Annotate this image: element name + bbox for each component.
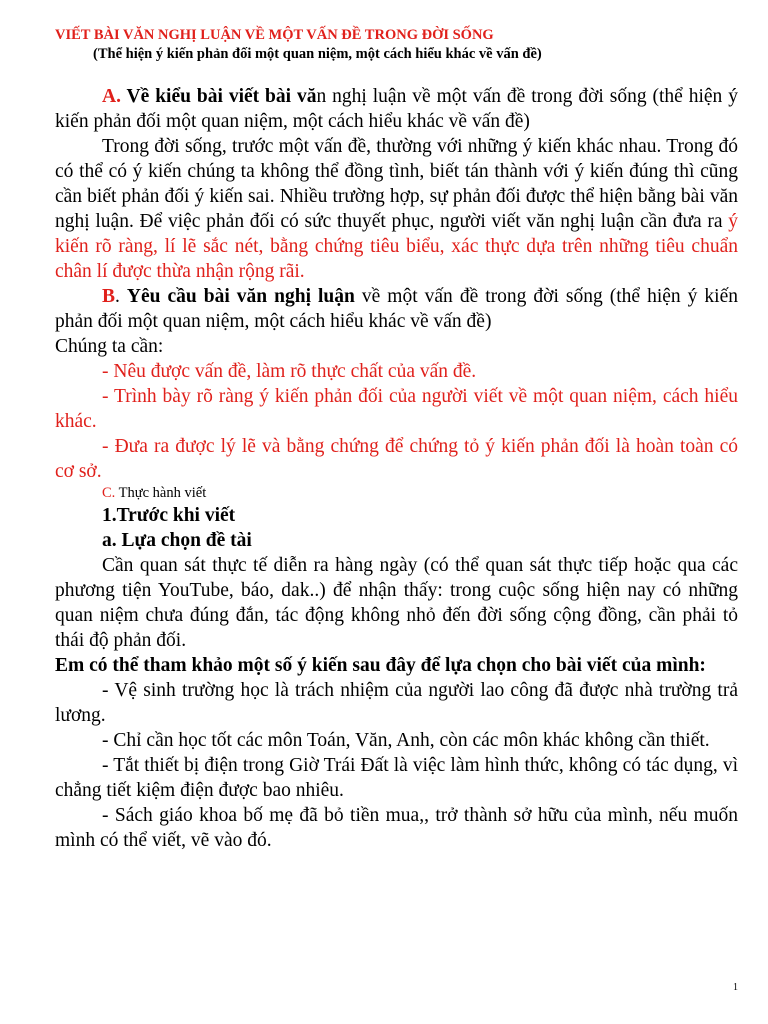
section-b-marker: B bbox=[102, 286, 116, 307]
document-title: VIẾT BÀI VĂN NGHỊ LUẬN VỀ MỘT VẤN ĐỀ TRONG ĐỜI SỐNG bbox=[55, 27, 494, 43]
section-b-intro: Chúng ta cần: bbox=[55, 336, 164, 357]
document-subtitle: (Thể hiện ý kiến phản đối một quan niệm, một cách hiểu khác về vấn đề) bbox=[93, 46, 542, 62]
section-a-para-red: ý kiến rõ ràng, lí lẽ sắc nét, bằng chứng tiêu biểu, xác thực dựa trên những tiêu chuẩn chân lí được thừa nhận rộng rãi. bbox=[55, 211, 738, 282]
requirement-item: - Nêu được vấn đề, làm rõ thực chất của vấn đề. bbox=[102, 361, 477, 382]
section-c-label: Thực hành viết bbox=[115, 485, 207, 501]
section-b-dot: . bbox=[115, 286, 127, 307]
opinion-item: - Tắt thiết bị điện trong Giờ Trái Đất là việc làm hình thức, không có tác dụng, vì chẳng tiết kiệm điện được bao nhiêu. bbox=[55, 755, 738, 801]
opinion-item: - Chỉ cần học tốt các môn Toán, Văn, Anh, còn các môn khác không cần thiết. bbox=[102, 730, 710, 751]
section-c-marker: C. bbox=[102, 485, 116, 501]
step-1a-heading: a. Lựa chọn đề tài bbox=[102, 530, 252, 551]
section-c-heading bbox=[55, 484, 738, 503]
requirement-item: - Đưa ra được lý lẽ và bằng chứng để chứng tỏ ý kiến phản đối là hoàn toàn có cơ sở. bbox=[55, 436, 738, 482]
opinion-item: - Sách giáo khoa bố mẹ đã bỏ tiền mua,, trở thành sở hữu của mình, nếu muốn mình có thể viết, vẽ vào đó. bbox=[55, 805, 738, 851]
section-a-paragraph bbox=[55, 134, 738, 284]
section-a-rest: n nghị luận về một vấn đề trong đời sống (thể hiện ý kiến phản đối một quan niệm, một cách hiểu khác về vấn đề) bbox=[55, 86, 738, 132]
document-page bbox=[55, 26, 738, 853]
section-a-para-black: Trong đời sống, trước một vấn đề, thường với những ý kiến khác nhau. Trong đó có thể có ý kiến chúng ta không thể đồng tình, biết tán thành với ý kiến đúng thì cũng cần biết phản đối ý kiến sai. Nhiều trường hợp, sự phản đối được thể hiện bằng bài văn nghị luận. Để việc phản đối có sức thuyết phục, người viết văn nghị luận cần đưa ra bbox=[55, 136, 738, 232]
reference-opinions-intro: Em có thể tham khảo một số ý kiến sau đây để lựa chọn cho bài viết của mình: bbox=[55, 655, 706, 676]
step-1-heading: 1.Trước khi viết bbox=[102, 505, 236, 526]
section-b-rest: về một vấn đề trong đời sống (thể hiện ý kiến phản đối một quan niệm, một cách hiểu khác về vấn đề) bbox=[55, 286, 738, 332]
topic-selection-paragraph: Cần quan sát thực tế diễn ra hàng ngày (có thể quan sát thực tiếp hoặc qua các phương tiện YouTube, báo, dak..) để nhận thấy: trong cuộc sống hiện nay có những quan niệm chưa đúng đắn, tác động không nhỏ đến đời sống cộng đồng, cần phải tỏ thái độ phản đối. bbox=[55, 555, 738, 651]
requirement-item: - Trình bày rõ ràng ý kiến phản đối của người viết về một quan niệm, cách hiểu khác. bbox=[55, 386, 738, 432]
section-a-bold-text: Về kiểu bài viết bài vă bbox=[120, 86, 317, 107]
opinion-item: - Vệ sinh trường học là trách nhiệm của người lao công đã được nhà trường trả lương. bbox=[55, 680, 738, 726]
section-a-heading bbox=[55, 84, 738, 134]
section-b-bold-text: Yêu cầu bài văn nghị luận bbox=[126, 286, 355, 307]
section-b-heading bbox=[55, 284, 738, 334]
section-a-marker: A. bbox=[102, 86, 121, 107]
page-number: 1 bbox=[733, 982, 738, 993]
